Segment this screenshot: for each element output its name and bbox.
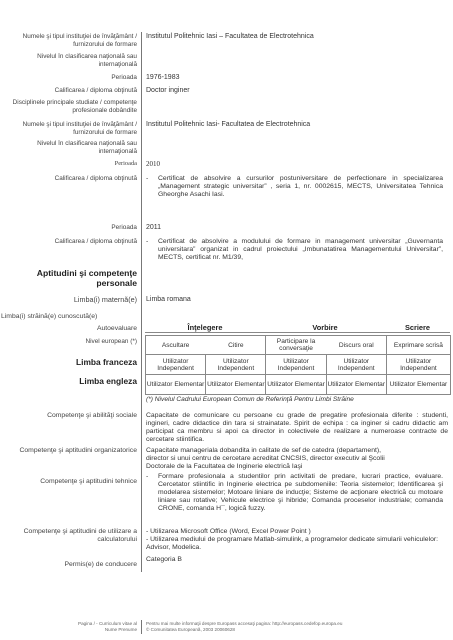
edu3-period: 2010	[146, 160, 160, 168]
cefr-footnote: (*) Nivelul Cadrului European Comun de Referinţă Pentru Limbi Străine	[146, 396, 354, 403]
edu1-level-label: Nivelul în clasificarea naţională sau internaţională	[37, 53, 137, 68]
edu3-qualification-item	[146, 175, 446, 209]
language-table	[145, 335, 451, 395]
computer-skills-line-1: - Utilizarea Microsoft Office (Word, Excel Power Point )	[146, 528, 311, 535]
edu4-period-label: Perioada	[111, 224, 137, 231]
dash-bullet: -	[146, 238, 149, 245]
section-title-personal-skills: Aptitudini şi competenţe personale	[36, 268, 137, 288]
language-name-french: Limba franceza	[76, 357, 137, 367]
mother-tongue: Limba romana	[146, 296, 191, 303]
computer-skills-line-2: - Utilizarea mediului de programare Matlab-simulink, a programelor dedicate simularii vehiculelor: Advisor, Modelica.	[146, 536, 439, 551]
level-cell: Utilizator Elementar	[326, 375, 386, 395]
edu4-period: 2011	[146, 224, 162, 231]
col-production: Discurs oral	[326, 336, 386, 355]
level-cell: Utilizator Elementar	[206, 375, 266, 395]
edu2-institution: Institutul Politehnic Iasi- Facultatea de Electrotehnica	[146, 121, 311, 128]
edu2-level-label: Nivelul în clasificarea naţională sau internaţională	[37, 140, 137, 155]
edu4-qualification: Certificat de absolvire a modulului de formare in management universitar „Guvernanta universitara” organizat in cadrul proiectului „Imbunatatirea Managementului Universitar”, MECTS, certificat nr. M1/39,	[158, 238, 443, 261]
header-speaking: Vorbire	[312, 323, 338, 332]
social-skills-text: Capacitate de comunicare cu persoane cu grade de pregatire profesionala diferite : studenti, ingineri, cadre didactice din tara si strainatate. Spirit de echipa : ca inginer si cadru didactic am participat ca membru si apoi ca director in colectivele de realizare a numeroase contracte de cercetare stiintifica.	[146, 412, 448, 443]
level-cell: Utilizator Elementar	[386, 375, 450, 395]
language-row-english	[146, 375, 451, 395]
driving-license-label: Permis(e) de conducere	[64, 561, 137, 568]
edu1-qualification: Doctor inginer	[146, 87, 190, 94]
dash-bullet: -	[146, 473, 149, 480]
footer-europass-info: Pentru mai multe informaţii despre Europass accesaţi pagina: http://europass.cedefop.europa.eu	[146, 621, 343, 626]
language-name-english: Limba engleza	[79, 376, 137, 386]
level-cell: Utilizator Independent	[206, 355, 266, 375]
edu3-qualification-label: Calificarea / diploma obţinută	[54, 175, 137, 182]
header-writing: Scriere	[404, 323, 431, 332]
edu2-institution-label: Numele şi tipul instituţiei de învăţământ / furnizorului de formare	[22, 121, 137, 136]
level-cell: Utilizator Elementar	[266, 375, 326, 395]
footer-divider	[141, 620, 142, 634]
organizational-skills-label: Competenţe şi aptitudini organizatorice	[19, 447, 137, 454]
col-writing: Exprimare scrisă	[386, 336, 450, 355]
col-listening: Ascultare	[146, 336, 206, 355]
footer-page-info: Pagina / - Curriculum vitae al	[78, 621, 137, 626]
edu1-period-label: Perioada	[111, 74, 137, 81]
technical-skills-text: Formare profesionala a studentilor prin activitati de predare, lucrari practice, evaluare. Cercetator stiintific in Inginerie electrica pe subdomeniile: Teoria sistemelor; Identificarea şi modelarea sistemelor; Motoare liniare de inducţie; Sisteme de acţionare electrică cu motoare liniare sau rotative; Vehicule electrice şi hibride; Comanda proceselor industriale; comanda CRONE, comanda H¯, logică fuzzy.	[158, 473, 443, 512]
edu1-qualification-label: Calificarea / diploma obţinută	[54, 87, 137, 94]
edu1-period: 1976-1983	[146, 74, 180, 81]
edu1-institution-label: Numele şi tipul instituţiei de învăţământ / furnizorului de formare	[22, 33, 137, 48]
header-rule	[145, 332, 450, 333]
level-cell: Utilizator Independent	[266, 355, 326, 375]
level-cell: Utilizator Independent	[326, 355, 386, 375]
level-cell: Utilizator Independent	[146, 355, 206, 375]
computer-skills-label: Competenţe şi aptitudini de utilizare a calculatorului	[23, 528, 137, 543]
self-assessment-label: Autoevaluare	[96, 325, 137, 332]
mother-tongue-label: Limba(i) maternă(e)	[73, 295, 137, 304]
social-skills-label: Competenţe şi abilităţi sociale	[47, 412, 137, 419]
footer-name: Nume Prenume	[104, 627, 137, 632]
language-row-french	[146, 355, 451, 375]
technical-skills-item	[146, 473, 446, 529]
edu3-qualification: Certificat de absolvire a cursurilor postuniversitare de perfectionare in specializarea „Management strategic universitar” , seria 1, nr. 0002615, MECTS, Universitatea Tehnica Gheorghe Asachi Iasi.	[158, 175, 443, 198]
organizational-line-2: director si unui centru de cercetare acreditat CNCSIS, director executiv al Şcolii	[146, 455, 385, 462]
european-level-label: Nivel european (*)	[85, 338, 137, 345]
organizational-line-3: Doctorale de la Facultatea de Inginerie electrică Iaşi	[146, 463, 303, 470]
edu4-qualification-item	[146, 238, 446, 264]
col-reading: Citire	[206, 336, 266, 355]
edu4-qualification-label: Calificarea / diploma obţinută	[54, 238, 137, 245]
edu1-institution: Institutul Politehnic Iasi – Facultatea de Electrotehnica	[146, 33, 314, 40]
edu3-period-label: Perioada	[114, 160, 137, 167]
driving-license: Categoria B	[146, 556, 182, 563]
foreign-languages-label: Limba(i) străină(e) cunoscută(e)	[1, 313, 98, 320]
language-subheader-row	[146, 336, 451, 355]
technical-skills-label: Competenţe şi aptitudini tehnice	[40, 478, 137, 485]
header-understanding: Înţelegere	[187, 323, 223, 332]
edu1-disciplines-label: Disciplinele principale studiate / competenţe profesionale dobândite	[12, 99, 137, 114]
organizational-line-1: Capacitate manageriala dobandita in calitate de sef de catedra (departament),	[146, 447, 382, 454]
footer-copyright: © Comunitatea Europeană, 2003 20060628	[146, 627, 235, 632]
dash-bullet: -	[146, 175, 149, 182]
level-cell: Utilizator Independent	[386, 355, 450, 375]
column-divider	[141, 32, 142, 572]
col-interaction: Participare la conversaţie	[266, 336, 326, 355]
level-cell: Utilizator Elementar	[146, 375, 206, 395]
